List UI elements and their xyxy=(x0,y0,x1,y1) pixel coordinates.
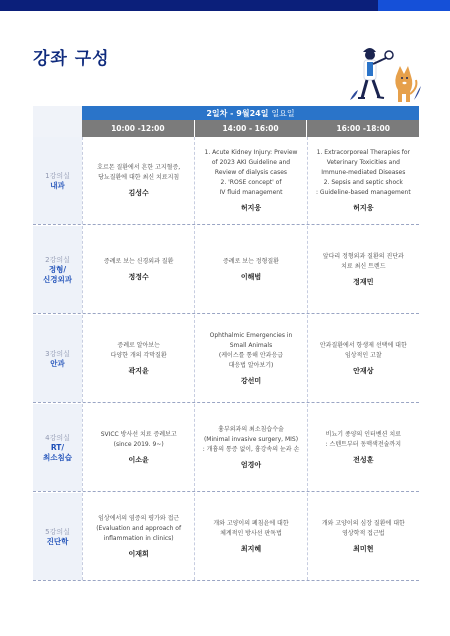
time-slot-1: 10:00 -12:00 xyxy=(82,120,194,137)
lecture-topic: 당뇨질환에 대한 최신 치료지침 xyxy=(98,173,180,181)
lecture-topic: 안과질환에서 항생제 선택에 대한 xyxy=(319,341,407,349)
speaker-name: 최미현 xyxy=(353,544,374,553)
lecture-topic: 임상에서의 염증의 평가와 접근 xyxy=(98,514,180,522)
lecture-cell xyxy=(307,315,419,402)
speaker-name: 강선미 xyxy=(240,376,262,385)
lecture-topic: inflammation in clinics) xyxy=(103,534,174,542)
room-number: 3강의실 xyxy=(45,349,70,358)
lecture-topic: 다양한 개의 각막질환 xyxy=(110,351,167,359)
department-name: 진단학 xyxy=(46,536,69,546)
table-row xyxy=(33,137,419,225)
lecture-topic: 2. 'ROSE concept' of xyxy=(220,178,282,186)
table-row xyxy=(33,315,419,403)
header-corner xyxy=(33,106,82,137)
page-title: 강좌 구성 xyxy=(33,49,110,69)
speaker-name: 엄경아 xyxy=(240,460,262,469)
table-row xyxy=(33,226,419,314)
lecture-topic: (Minimal invasive surgery, MIS) xyxy=(203,435,299,443)
speaker-name: 안재상 xyxy=(353,366,374,375)
lecture-topic: 1. Extracorporeal Therapies for xyxy=(316,148,411,156)
room-number: 1강의실 xyxy=(45,171,70,180)
speaker-name: 최지혜 xyxy=(240,544,262,553)
lecture-topic: Ophthalmic Emergencies in xyxy=(209,331,293,339)
date-header xyxy=(82,106,419,120)
time-slot-3: 16:00 -18:00 xyxy=(306,120,419,137)
lecture-topic: 대응법 알아보기) xyxy=(228,361,274,369)
lecture-cell xyxy=(307,226,419,313)
lecture-cell xyxy=(307,493,419,580)
time-slot-header xyxy=(82,120,419,137)
speaker-name: 곽지윤 xyxy=(128,366,149,375)
lecture-topic: 임상적인 고찰 xyxy=(344,351,382,359)
lecture-topic: 2. Sepsis and septic shock xyxy=(323,178,403,186)
department-name: RT/ xyxy=(50,442,65,452)
lecture-topic: 흉부외과의 최소침습수술 xyxy=(218,425,284,433)
top-banner-accent xyxy=(378,0,450,11)
lecture-topic: Veterinary Toxicities and xyxy=(326,158,400,166)
lecture-topic: of 2023 AKI Guideline and xyxy=(211,158,291,166)
lecture-topic: 증례로 알아보는 xyxy=(117,341,160,349)
lecture-topic: : Guideline-based management xyxy=(315,188,411,196)
lecture-cell xyxy=(307,404,419,491)
lecture-topic: 1. Acute Kidney Injury: Preview xyxy=(204,148,298,156)
speaker-name: 정정수 xyxy=(128,272,149,281)
department-name: 내과 xyxy=(50,180,65,190)
lecture-cell xyxy=(82,137,194,224)
lecture-topic: (Evaluation and approach of xyxy=(96,524,182,532)
time-slot-2: 14:00 - 16:00 xyxy=(194,120,307,137)
room-number: 4강의실 xyxy=(45,433,70,442)
lecture-topic: (케이스를 통해 안과응급 xyxy=(218,351,284,359)
room-label xyxy=(33,137,82,224)
department-name: 정형/ xyxy=(48,264,67,274)
lecture-cell xyxy=(194,226,306,313)
lecture-topic: 영상학적 접근법 xyxy=(342,529,385,537)
lecture-topic: 비뇨기 종양의 인터벤션 치료 xyxy=(325,430,401,438)
lecture-topic: 체계적인 방사선 판독법 xyxy=(220,529,282,537)
speaker-name: 허지웅 xyxy=(240,203,262,212)
speaker-name: 이해범 xyxy=(240,272,262,281)
room-label xyxy=(33,226,82,313)
room-label xyxy=(33,315,82,402)
room-label xyxy=(33,404,82,491)
lecture-cell xyxy=(194,137,306,224)
speaker-name: 김성수 xyxy=(128,188,149,197)
date-bold: 2일차 - 9월24일 xyxy=(206,108,269,118)
speaker-name: 정재민 xyxy=(353,277,374,286)
doctor-with-magnifier-and-dog-icon xyxy=(348,42,423,104)
lecture-topic: Review of dialysis cases xyxy=(214,168,288,176)
lecture-topic: 앞다리 정형외과 질환의 진단과 xyxy=(322,252,404,260)
lecture-topic: 호르몬 질환에서 흔한 고지혈증, xyxy=(97,163,181,171)
lecture-cell xyxy=(82,226,194,313)
lecture-topic: 증례로 보는 정형질환 xyxy=(223,257,279,265)
lecture-topic: Small Animals xyxy=(229,341,273,349)
lecture-cell xyxy=(194,493,306,580)
lecture-topic: IV fluid management xyxy=(219,188,283,196)
speaker-name: 전성훈 xyxy=(353,455,374,464)
lecture-topic: (since 2019. 9~) xyxy=(113,440,164,448)
room-label xyxy=(33,493,82,580)
lecture-cell xyxy=(194,315,306,402)
table-row xyxy=(33,493,419,581)
speaker-name: 허지웅 xyxy=(353,203,374,212)
lecture-topic: 증례로 보는 신경외과 질환 xyxy=(103,257,174,265)
date-weekday: 일요일 xyxy=(271,108,295,118)
lecture-topic: 개와 고양이의 심장 질환에 대한 xyxy=(321,519,405,527)
room-number: 2강의실 xyxy=(45,255,70,264)
speaker-name: 이재희 xyxy=(128,549,149,558)
lecture-topic: Immune-mediated Diseases xyxy=(321,168,406,176)
room-number: 5강의실 xyxy=(45,527,70,536)
lecture-cell xyxy=(307,137,419,224)
lecture-topic: 치료 최신 트렌드 xyxy=(341,262,386,270)
lecture-cell xyxy=(82,315,194,402)
speaker-name: 이소윤 xyxy=(128,455,149,464)
department-name: 신경외과 xyxy=(43,274,72,284)
lecture-topic: : 개흉의 통증 없이, 흉강속의 눈과 손 xyxy=(202,445,300,453)
lecture-cell xyxy=(194,404,306,491)
department-name: 안과 xyxy=(50,358,65,368)
table-row xyxy=(33,404,419,492)
top-banner xyxy=(0,0,450,11)
lecture-topic: 개와 고양이의 폐침윤에 대한 xyxy=(213,519,289,527)
lecture-topic: : 스텐트부터 동맥색전술까지 xyxy=(325,440,402,448)
lecture-topic: SVICC 방사선 치료 증례보고 xyxy=(100,430,177,438)
department-name: 최소침습 xyxy=(43,452,72,462)
lecture-cell xyxy=(82,404,194,491)
lecture-cell xyxy=(82,493,194,580)
